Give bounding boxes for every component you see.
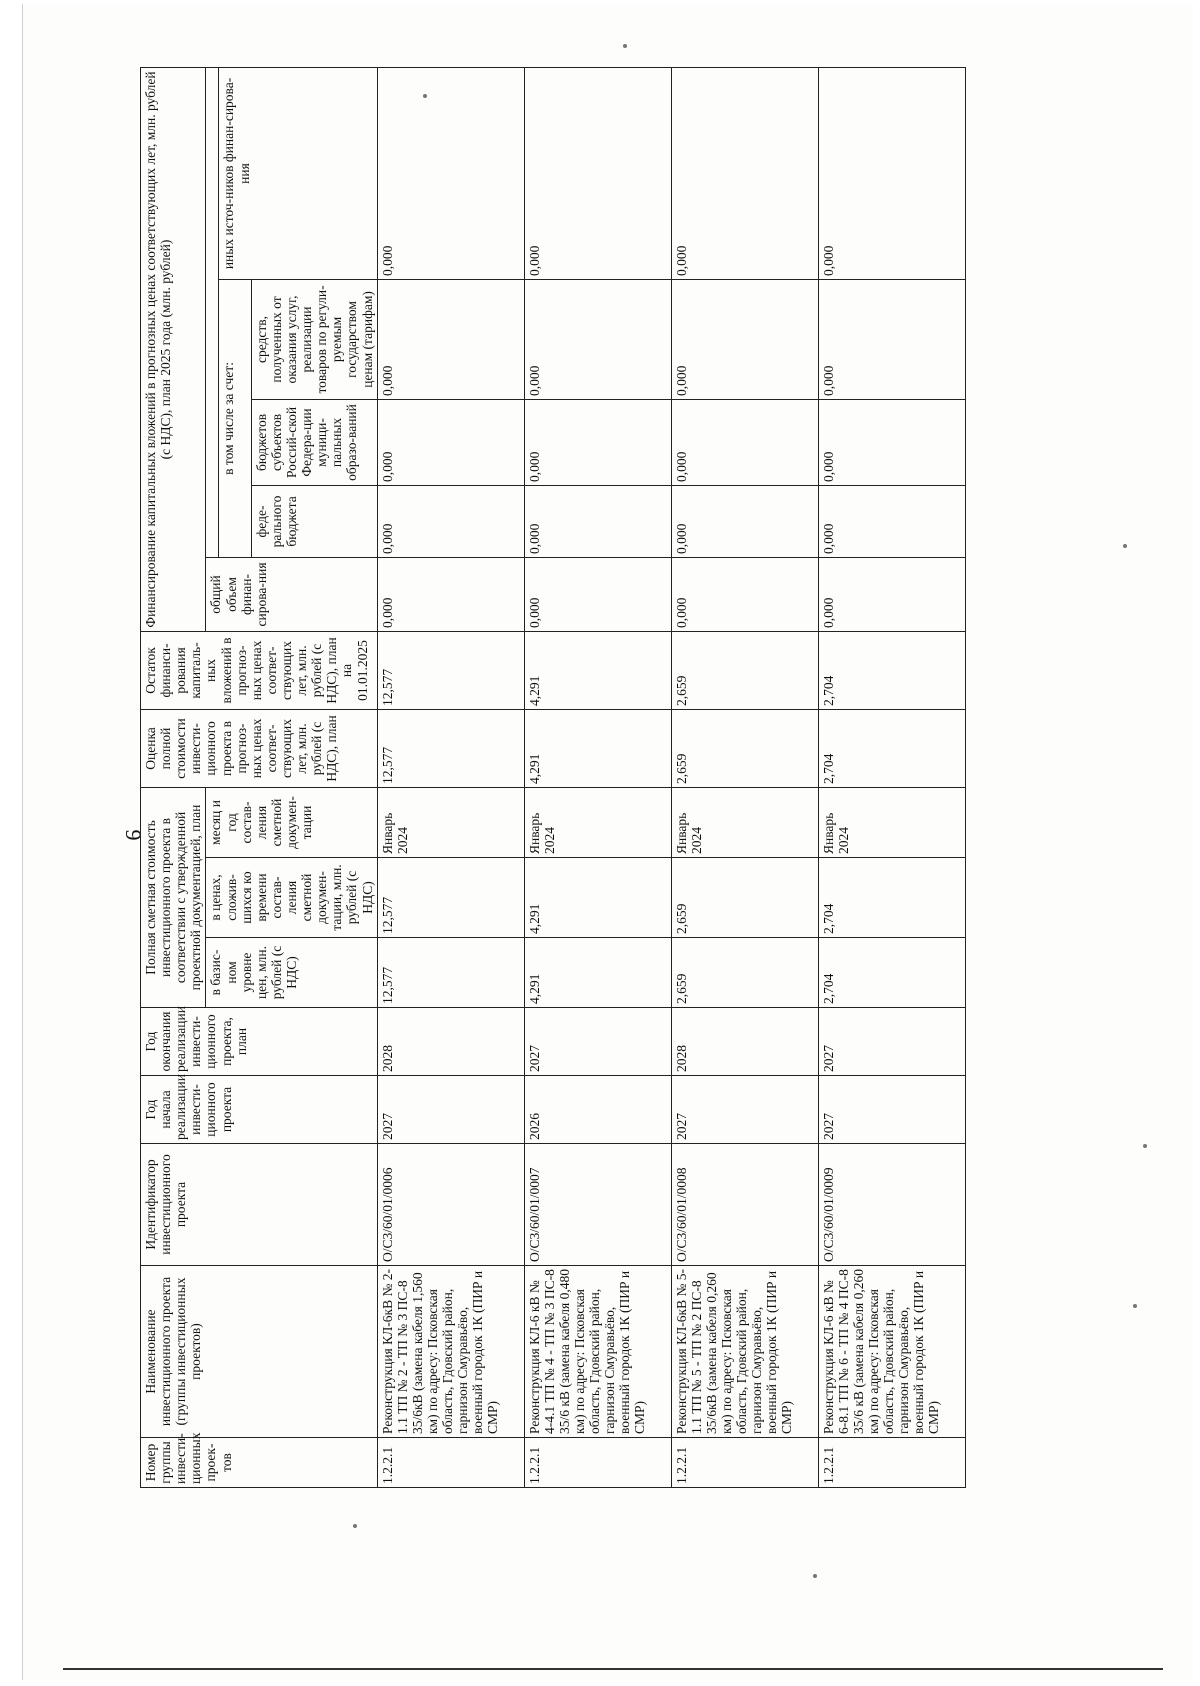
header-tariff: средств, полученных от оказания услуг, реализации товаров по регули-руемым государством ценам (тарифам): [251, 279, 377, 399]
cell-project-name: Реконструкция КЛ-6 кВ № 4-4.1 ТП № 4 - ТП № 3 ПС-8 35/6 кВ (замена кабеля 0,480 км) по адресу: Псковская область, Гдовский район, гарнизон Смуравьёво, военный городок 1К (ПИР и СМР): [524, 1266, 671, 1438]
scan-speck: [1123, 544, 1127, 548]
cell-end-year: 2027: [524, 1008, 671, 1076]
cell-estimate-base: 12,577: [377, 938, 524, 1008]
scan-speck: [813, 1574, 817, 1578]
header-total: общий объем финан-сирова-ния: [206, 557, 377, 631]
cell-start-year: 2027: [377, 1076, 524, 1144]
cell-total: 0,000: [524, 557, 671, 631]
table-row: [524, 67, 671, 1487]
cell-other: 0,000: [524, 67, 671, 279]
cell-estimate-base: 2,659: [671, 938, 818, 1008]
cell-regional: 0,000: [377, 399, 524, 485]
table-row: [671, 67, 818, 1487]
cell-regional: 0,000: [671, 399, 818, 485]
cell-identifier: О/С3/60/01/0006: [377, 1144, 524, 1266]
cell-end-year: 2028: [671, 1008, 818, 1076]
cell-group: 1.2.2.1: [377, 1438, 524, 1488]
cell-tariff: 0,000: [377, 279, 524, 399]
rotated-table-area: [140, 68, 1080, 1488]
cell-regional: 0,000: [524, 399, 671, 485]
header-financing-group: Финансирование капитальных вложений в прогнозных ценах соответствующих лет, млн. рублей (с НДС), план 2025 года (млн. рублей): [141, 67, 206, 631]
cell-total: 0,000: [818, 557, 965, 631]
cell-estimate-date: Январь 2024: [377, 787, 524, 857]
cell-project-name: Реконструкция КЛ-6кВ № 5-1.1 ТП № 5 - ТП № 2 ПС-8 35/6кВ (замена кабеля 0,260 км) по адресу: Псковская область, Гдовский район, гарнизон Смуравьёво, военный городок 1К (ПИР и СМР): [671, 1266, 818, 1438]
cell-group: 1.2.2.1: [818, 1438, 965, 1488]
cell-federal: 0,000: [818, 485, 965, 557]
header-identifier: Идентификатор инвестиционного проекта: [141, 1144, 378, 1266]
cell-other: 0,000: [671, 67, 818, 279]
cell-estimate-date: Январь 2024: [671, 787, 818, 857]
header-federal: феде-рального бюджета: [251, 485, 377, 557]
header-estimate-group: Полная сметная стоимость инвестиционного проекта в соответствии с утвержденной проектной документацией, план: [141, 787, 206, 1007]
cell-full-cost: 12,577: [377, 709, 524, 787]
cell-remaining: 2,704: [818, 631, 965, 709]
cell-remaining: 4,291: [524, 631, 671, 709]
cell-full-cost: 4,291: [524, 709, 671, 787]
cell-estimate-current: 2,659: [671, 858, 818, 938]
cell-remaining: 12,577: [377, 631, 524, 709]
header-full-cost: Оценка полной стоимости инвести-ционного проекта в прогноз-ных ценах соответ-ствующих лет, млн. рублей (с НДС), план: [141, 709, 378, 787]
header-group-number: Номер группы инвести-ционных проек-тов: [141, 1438, 378, 1488]
table-row: [818, 67, 965, 1487]
cell-regional: 0,000: [818, 399, 965, 485]
cell-start-year: 2027: [671, 1076, 818, 1144]
cell-estimate-current: 12,577: [377, 858, 524, 938]
scan-speck: [623, 44, 627, 48]
cell-estimate-base: 2,704: [818, 938, 965, 1008]
scan-speck: [1133, 1304, 1137, 1308]
header-including: в том числе за счет:: [219, 279, 251, 557]
header-start-year: Год начала реализации инвести-ционного проекта: [141, 1076, 378, 1144]
header-row-1: [141, 67, 206, 1487]
scan-speck: [1143, 1144, 1147, 1148]
cell-identifier: О/С3/60/01/0009: [818, 1144, 965, 1266]
header-name: Наименование инвестиционного проекта (группы инвестиционных проектов): [141, 1266, 378, 1438]
page-edge-line: [63, 1668, 1163, 1670]
header-end-year: Год окончания реализации инвести-ционного проекта, план: [141, 1008, 378, 1076]
cell-total: 0,000: [671, 557, 818, 631]
cell-group: 1.2.2.1: [671, 1438, 818, 1488]
cell-other: 0,000: [377, 67, 524, 279]
cell-estimate-current: 4,291: [524, 858, 671, 938]
cell-full-cost: 2,659: [671, 709, 818, 787]
cell-total: 0,000: [377, 557, 524, 631]
cell-remaining: 2,659: [671, 631, 818, 709]
cell-estimate-base: 4,291: [524, 938, 671, 1008]
header-regional: бюджетов субъектов Россий-ской Федера-ции муници-пальных образо-ваний: [251, 399, 377, 485]
cell-full-cost: 2,704: [818, 709, 965, 787]
cell-tariff: 0,000: [818, 279, 965, 399]
header-other: иных источ-ников финан-сирова-ния: [219, 67, 377, 279]
header-remaining: Остаток финанси-рования капиталь-ных вложений в прогноз-ных ценах соответ-ствующих лет, млн. рублей (с НДС), план на 01.01.2025: [141, 631, 378, 709]
cell-estimate-date: Январь 2024: [818, 787, 965, 857]
header-estimate-date: месяц и год состав-ления сметной докумен-тации: [206, 787, 377, 857]
page-number: 9: [121, 829, 146, 841]
cell-other: 0,000: [818, 67, 965, 279]
cell-group: 1.2.2.1: [524, 1438, 671, 1488]
cell-start-year: 2027: [818, 1076, 965, 1144]
cell-identifier: О/С3/60/01/0008: [671, 1144, 818, 1266]
cell-project-name: Реконструкция КЛ-6кВ № 2-1.1 ТП № 2 - ТП № 3 ПС-8 35/6кВ (замена кабеля 1,560 км) по адресу: Псковская область, Гдовский район, гарнизон Смуравьёво, военный городок 1К (ПИР и СМР): [377, 1266, 524, 1438]
cell-end-year: 2027: [818, 1008, 965, 1076]
cell-end-year: 2028: [377, 1008, 524, 1076]
investment-projects-table: [140, 67, 966, 1488]
cell-estimate-date: Январь 2024: [524, 787, 671, 857]
cell-federal: 0,000: [524, 485, 671, 557]
header-estimate-current: в ценах, сложив-шихся ко времени состав-ления сметной докумен-тации, млн. рублей (с НДС): [206, 858, 377, 938]
header-estimate-base: в базис-ном уровне цен, млн. рублей (с НДС): [206, 938, 377, 1008]
cell-project-name: Реконструкция КЛ-6 кВ № 6-8.1 ТП № 6 - ТП № 4 ПС-8 35/6 кВ (замена кабеля 0,260 км) по адресу: Псковская область, Гдовский район, гарнизон Смуравьёво, военный городок 1К (ПИР и СМР): [818, 1266, 965, 1438]
cell-estimate-current: 2,704: [818, 858, 965, 938]
cell-identifier: О/С3/60/01/0007: [524, 1144, 671, 1266]
cell-federal: 0,000: [671, 485, 818, 557]
cell-start-year: 2026: [524, 1076, 671, 1144]
cell-tariff: 0,000: [524, 279, 671, 399]
table-row: [377, 67, 524, 1487]
scan-speck: [353, 1524, 357, 1528]
header-blank-strip: [206, 67, 219, 557]
cell-tariff: 0,000: [671, 279, 818, 399]
cell-federal: 0,000: [377, 485, 524, 557]
